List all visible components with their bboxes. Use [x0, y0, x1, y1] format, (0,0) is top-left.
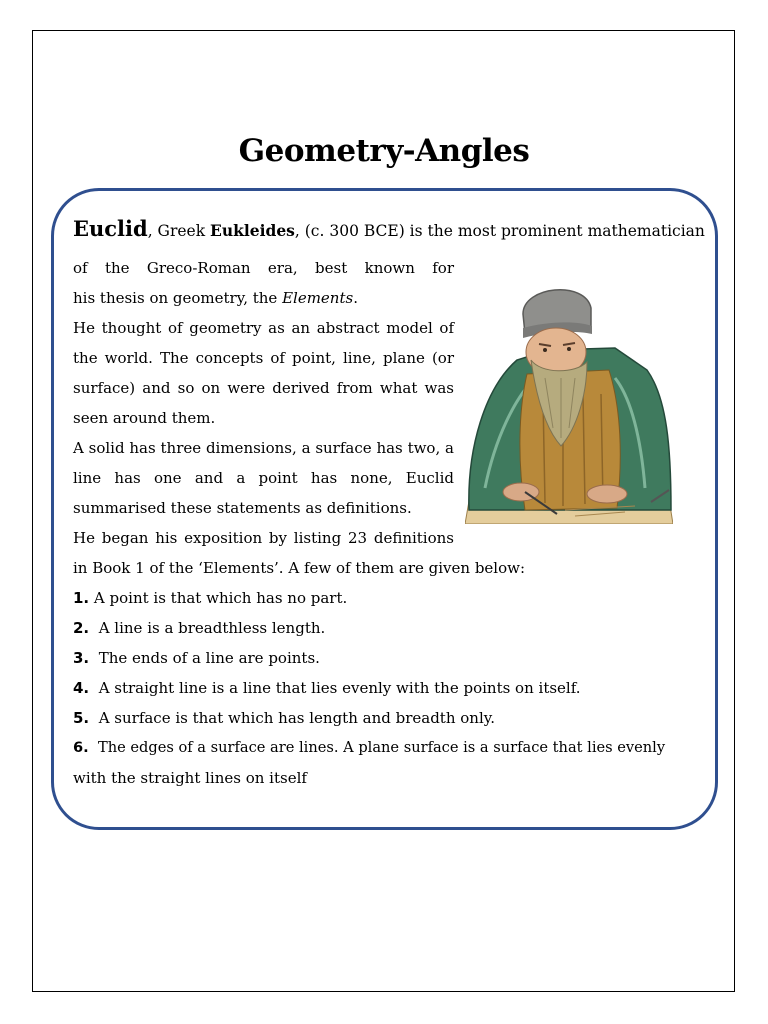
- intro-rest: , (c. 300 BCE) is the most prominent mathematician: [294, 222, 705, 240]
- euclid-portrait: [465, 278, 673, 524]
- definition-number: 1.: [73, 589, 90, 607]
- paragraph-line: surface) and so on were derived from what was: [73, 379, 454, 397]
- definition-number: 4.: [73, 679, 90, 697]
- definition-text: A point is that which has no part.: [93, 589, 348, 607]
- paragraph-line: of the Greco-Roman era, best known for: [73, 259, 454, 277]
- definition-text: A line is a breadthless length.: [98, 619, 326, 637]
- paragraph-line: summarised these statements as definitions.: [73, 499, 412, 517]
- paragraph-line-text: his thesis on geometry, the: [73, 289, 283, 307]
- definition-item: [73, 708, 495, 728]
- definition-number: 6.: [73, 739, 89, 756]
- paragraph-line: line has one and a point has none, Euclid: [73, 469, 454, 487]
- paragraph-line: seen around them.: [73, 409, 216, 427]
- eye: [543, 348, 547, 352]
- paragraph-line: in Book 1 of the ‘Elements’. A few of them are given below:: [73, 559, 526, 577]
- definition-continuation: with the straight lines on itself: [73, 769, 307, 787]
- definition-item: [73, 618, 325, 638]
- elements-title: Elements: [282, 289, 354, 307]
- greek-name: Eukleides: [210, 221, 295, 240]
- definition-item: [73, 648, 320, 668]
- paragraph-line: the world. The concepts of point, line, plane (or: [73, 349, 454, 367]
- definition-item: [73, 588, 347, 608]
- definition-text: The ends of a line are points.: [98, 649, 320, 667]
- definition-text: A straight line is a line that lies evenly with the points on itself.: [98, 679, 581, 697]
- paragraph-line: He thought of geometry as an abstract model of: [73, 319, 454, 337]
- definition-item: [73, 678, 581, 698]
- definition-item: [73, 738, 665, 758]
- definition-number: 2.: [73, 619, 90, 637]
- euclid-name: Euclid: [73, 216, 148, 241]
- definition-text: The edges of a surface are lines. A plane surface is a surface that lies evenly: [97, 739, 666, 756]
- definition-text: A surface is that which has length and breadth only.: [98, 709, 496, 727]
- paragraph-line: He began his exposition by listing 23 definitions: [73, 529, 454, 547]
- paragraph-line: A solid has three dimensions, a surface has two, a: [73, 439, 454, 457]
- right-hand: [587, 485, 627, 503]
- definition-number: 5.: [73, 709, 90, 727]
- paragraph-line: [73, 288, 358, 308]
- eye: [567, 347, 571, 351]
- intro-after-name: , Greek: [147, 222, 211, 240]
- definition-number: 3.: [73, 649, 90, 667]
- page-title: Geometry-Angles: [238, 133, 530, 169]
- intro-line: [73, 216, 705, 241]
- elements-period: .: [353, 289, 358, 307]
